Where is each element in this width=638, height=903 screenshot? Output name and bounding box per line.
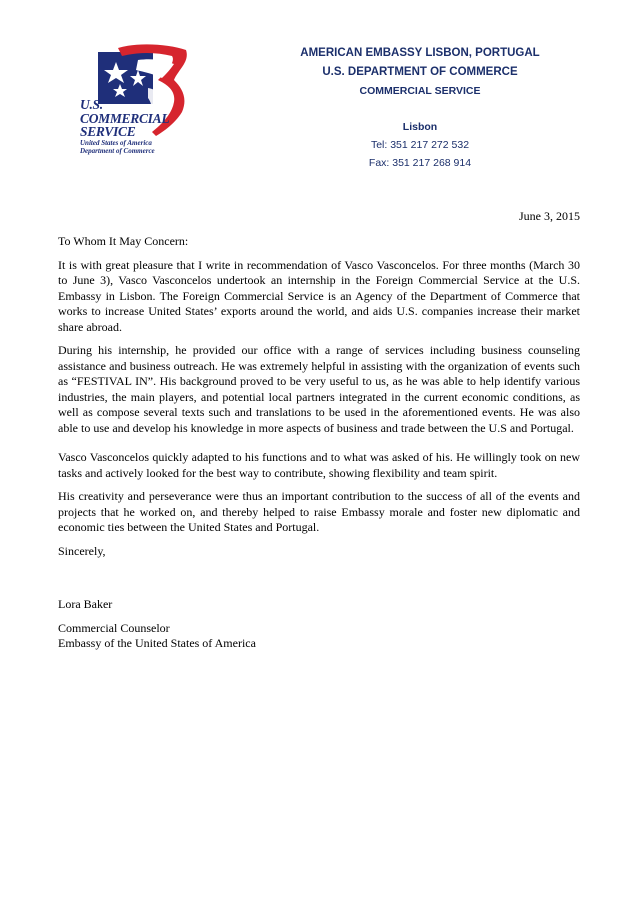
letterhead-city: Lisbon [402, 121, 438, 133]
logo-line-doc: Department of Commerce [80, 146, 155, 155]
logo-line-service: SERVICE [80, 124, 136, 139]
letterhead-tel: Tel: 351 217 272 532 [370, 139, 470, 151]
signer-name: Lora Baker [58, 597, 113, 611]
signer-org: Embassy of the United States of America [58, 636, 256, 650]
paragraph: It is with great pleasure that I write in recommendation of Vasco Vasconcelos. For three months (March 30 to June 3), Vasco Vasconcelos undertook an internship in the Foreign Commercial Service at the U.S. Embassy in Lisbon. The Foreign Commercial Service is an Agency of the Department of Commerce that works to increase United States’ exports around the world, and aids U.S. companies increase their market share abroad. [58, 257, 580, 334]
letter-date: June 3, 2015 [519, 209, 580, 223]
signer-title: Commercial Counselor [58, 620, 170, 635]
paragraph: During his internship, he provided our office with a range of services including business counseling assistance and business outreach. He was extremely helpful in assisting with the organization of events such as “FESTIVAL IN”. His background proved to be very useful to us, as he was able to help identify various industries, the main players, and potential local partners integrated in the current economic conditions, as well as compose several texts such and translations to be used in the aforementioned events. He was also able to use and develop his knowledge in more aspects of business and trade between the U.S and Portugal. [58, 343, 580, 435]
logo-text [80, 98, 169, 155]
logo-line-usa: United States of America [80, 138, 152, 147]
letter-body [58, 234, 580, 660]
salutation: To Whom It May Concern: [58, 234, 189, 248]
letterhead-embassy: AMERICAN EMBASSY LISBON, PORTUGAL [300, 47, 540, 59]
letterhead-service: COMMERCIAL SERVICE [359, 85, 481, 97]
logo-line-us: U.S. [80, 97, 103, 112]
logo-line-commercial: COMMERCIAL [80, 110, 170, 126]
closing: Sincerely, [58, 543, 106, 558]
paragraph: Vasco Vasconcelos quickly adapted to his functions and to what was asked of his. He willingly took on new tasks and actively looked for the best way to contribute, showing flexibility and team spirit. [58, 450, 580, 480]
letterhead [260, 44, 580, 172]
letterhead-fax: Fax: 351 217 268 914 [368, 157, 472, 169]
letterhead-department: U.S. DEPARTMENT OF COMMERCE [322, 66, 518, 78]
paragraph: His creativity and perseverance were thus an important contribution to the success of all of the events and projects that he worked on, and thereby helped to raise Embassy morale and foster new diplomatic and economic ties between the United States and Portugal. [58, 489, 580, 534]
